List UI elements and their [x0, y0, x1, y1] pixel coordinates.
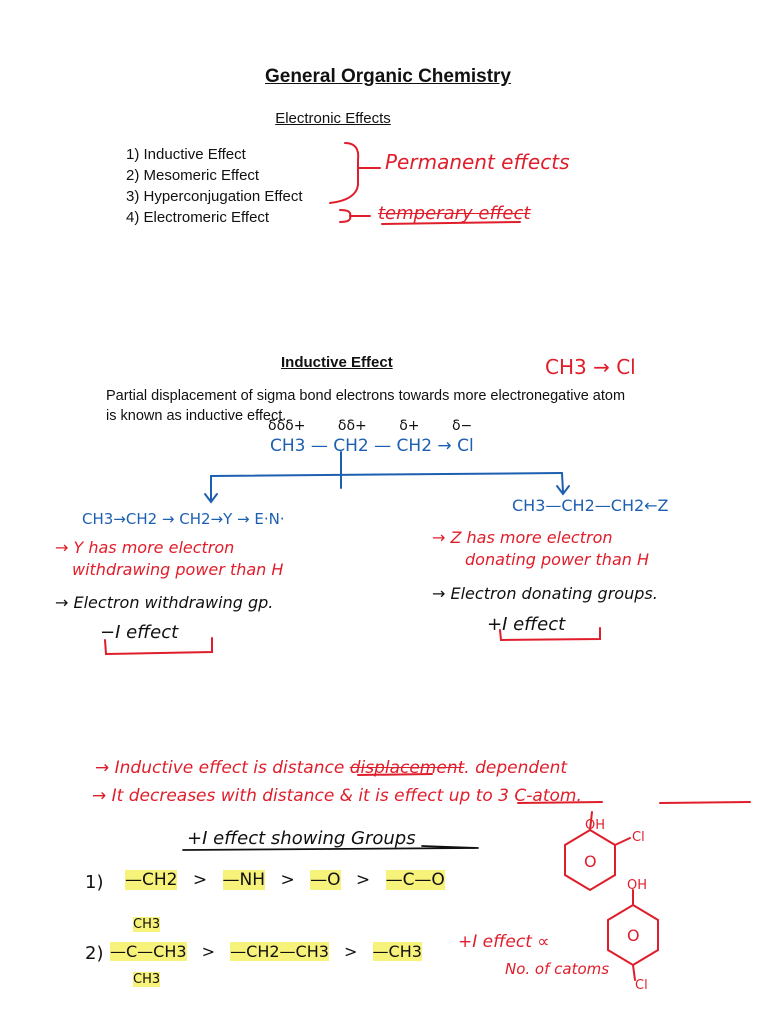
- proportional-note: No. of catoms: [505, 960, 610, 978]
- group-item: —CH2: [125, 870, 178, 890]
- brace-temporary: [340, 210, 350, 222]
- page-subtitle: Electronic Effects: [275, 110, 391, 127]
- distance-line: [92, 786, 582, 806]
- left-note: withdrawing power than H: [72, 560, 284, 579]
- distance-text: displacement: [349, 758, 465, 778]
- phenol-cl: Cl: [635, 978, 648, 993]
- right-chain: CH3—CH2—CH2←Z: [512, 496, 669, 515]
- group-top-ch3: CH3: [133, 917, 161, 932]
- right-note: donating power than H: [465, 550, 650, 569]
- phenol-o: O: [627, 926, 640, 945]
- distance-text: 3 C-atom.: [498, 786, 582, 806]
- list-item: 3) Hyperconjugation Effect: [126, 188, 303, 205]
- group-bottom-ch3: CH3: [133, 972, 161, 987]
- distance-text: → Inductive effect is: [95, 758, 267, 778]
- page-title: General Organic Chemistry: [264, 66, 512, 87]
- note-temporary: temperary effect: [378, 203, 531, 224]
- delta-label: δδδ+: [268, 418, 306, 434]
- group-row-1: [125, 870, 445, 890]
- delta-label: δδ+: [337, 418, 367, 434]
- group-item: —NH: [222, 870, 266, 890]
- brace-permanent: [330, 143, 358, 203]
- gt-symbol: >: [355, 870, 371, 890]
- plus-i-effect: +I effect: [487, 614, 566, 635]
- delta-label: δ+: [399, 418, 420, 434]
- gt-symbol: >: [192, 870, 208, 890]
- group-item: —CH2—CH3: [230, 942, 329, 961]
- groups-heading: +I effect showing Groups: [187, 828, 416, 849]
- proportional-note: +I effect ∝: [458, 932, 550, 952]
- distance-text: effect up to: [394, 786, 493, 806]
- group-item: —C—CH3: [110, 942, 187, 961]
- phenol-cl: Cl: [632, 830, 645, 845]
- group-item: —CH3: [372, 942, 422, 961]
- delta-charges: [268, 418, 472, 434]
- list-item: 1) Inductive Effect: [126, 146, 246, 163]
- delta-label: δ−: [451, 418, 473, 434]
- inductive-heading: Inductive Effect: [281, 354, 393, 371]
- note-permanent: Permanent effects: [385, 150, 570, 174]
- left-note: → Y has more electron: [55, 538, 235, 557]
- gt-symbol: >: [201, 942, 216, 961]
- group-item: —C—O: [385, 870, 445, 890]
- phenol-oh: OH: [585, 818, 606, 833]
- row-number: 2): [85, 943, 104, 964]
- definition-line: is known as inductive effect.: [106, 408, 287, 424]
- list-item: 4) Electromeric Effect: [126, 209, 270, 226]
- right-note: → Z has more electron: [432, 528, 613, 547]
- gt-symbol: >: [280, 870, 295, 890]
- row-number: 1): [85, 872, 104, 893]
- group-item: —O: [310, 870, 341, 890]
- phenol-o: O: [584, 852, 597, 871]
- minus-i-effect: −I effect: [100, 622, 179, 643]
- ch3cl-sketch: CH3 → Cl: [545, 355, 636, 379]
- list-item: 2) Mesomeric Effect: [126, 167, 260, 184]
- distance-line: [95, 758, 567, 778]
- left-note: → Electron withdrawing gp.: [55, 593, 274, 612]
- right-note: → Electron donating groups.: [432, 584, 658, 603]
- gt-symbol: >: [344, 942, 358, 961]
- left-chain: CH3→CH2 → CH2→Y → E·N·: [82, 510, 285, 528]
- distance-text: distance: [272, 758, 345, 778]
- definition-line: Partial displacement of sigma bond electrons towards more electronegative atom: [106, 388, 626, 404]
- distance-text: . dependent: [464, 758, 568, 778]
- main-chain: CH3 — CH2 — CH2 → Cl: [270, 436, 474, 456]
- group-row-2: [110, 942, 422, 961]
- phenol-oh: OH: [627, 878, 648, 893]
- distance-text: → It decreases with distance & it is: [92, 786, 389, 806]
